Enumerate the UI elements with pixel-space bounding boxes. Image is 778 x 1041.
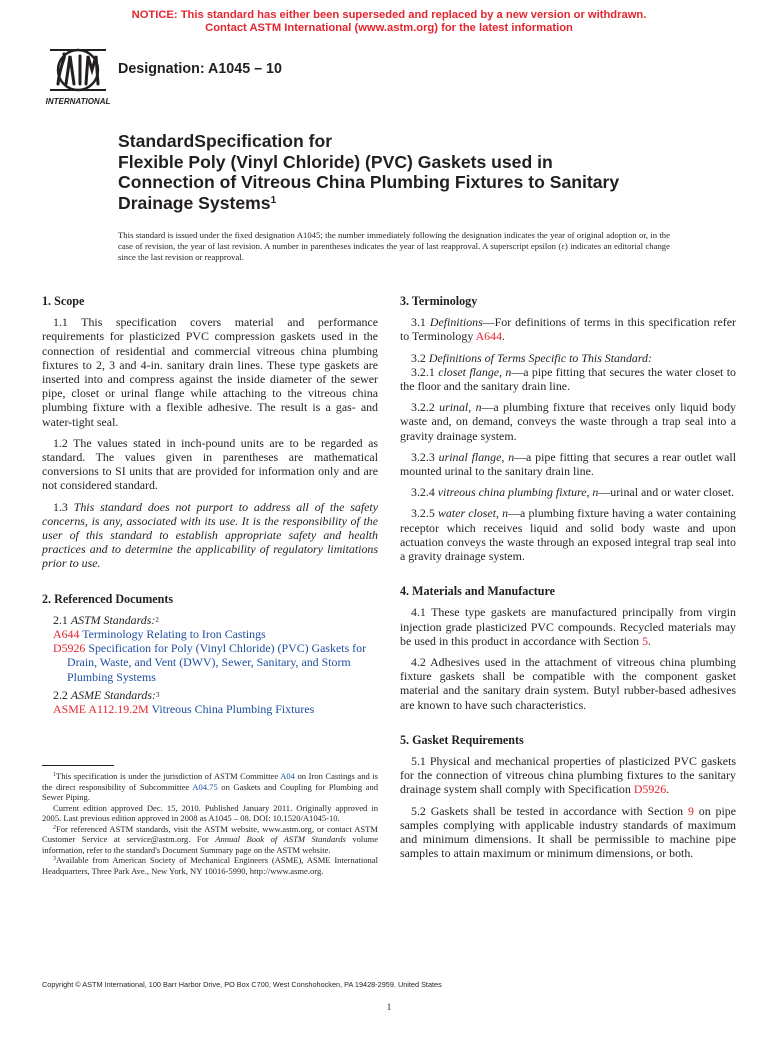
title-line-4: Drainage Systems <box>118 192 271 213</box>
definition-4-text: —urinal and or water closet. <box>598 485 735 500</box>
title-line-2: Flexible Poly (Vinyl Chloride) (PVC) Gaskets used in <box>118 151 553 172</box>
notice-line-1: NOTICE: This standard has either been superseded and replaced by a new version or withdrawn. <box>131 9 647 21</box>
footnote-1-text-c: on Gaskets and Coupling for Plumbing and Sewer Piping. <box>42 781 379 802</box>
section-heading-terminology: 3. Terminology <box>400 294 478 308</box>
footnote-1-link-a04[interactable]: A04 <box>280 771 295 781</box>
notice-line-2: Contact ASTM International (www.astm.org) for the latest information <box>205 21 573 34</box>
paragraph-3-1-number: 3.1 <box>411 315 426 330</box>
definition-3-text: —a pipe fitting that secures a rear outlet wall mounted urinal to the sanitary drain line. <box>400 449 736 479</box>
footnote-3-mark: 3 <box>53 856 56 862</box>
footnote-1 <box>42 771 378 803</box>
footnote-2-italic: Annual Book of ASTM Standards <box>215 834 346 844</box>
copyright-line: Copyright © ASTM International, 100 Barr Harbor Drive, PO Box C700, West Conshohocken, PA 19428-2959. United States <box>42 980 442 989</box>
astm-standards-text: ASTM Standards: <box>70 612 156 627</box>
paragraph-4-1-text: 4.1 These type gaskets are manufactured principally from virgin injection grade plasticized PVC compounds. Recycled materials may be used in this product in accordance with Section <box>400 605 736 648</box>
footnote-2-text-a: For referenced ASTM standards, visit the ASTM website, www.astm.org, or contact ASTM Customer Service at service@astm.org. For <box>42 823 378 844</box>
footnote-1-edition: Current edition approved Dec. 15, 2010. Published January 2011. Originally approved in 2005. Last previous edition approved in 2008 as A1045 – 08. DOI: 10.1520/A1045-10. <box>42 802 378 823</box>
paragraph-3-2-number: 3.2 <box>411 350 426 365</box>
footnote-2-mark: 2 <box>53 824 56 831</box>
definition-4-number: 3.2.4 <box>411 485 435 500</box>
document-title <box>118 131 698 213</box>
astm-standards-number: 2.1 <box>53 612 68 627</box>
definition-5-term: water closet, n <box>437 506 509 521</box>
astm-logo-icon <box>42 44 114 106</box>
paragraph-5-1-text: 5.1 Physical and mechanical properties of plasticized PVC gaskets for the connection of vitreous china plumbing fixtures to the sanitary drainage system shall comply with Specification <box>400 754 736 797</box>
paragraph-3-1: 3.1 Definitions—For definitions of terms in this specification refer to Terminology A644. <box>400 315 736 344</box>
paragraph-5-2-link-section-9[interactable]: 9 <box>687 803 694 818</box>
definition-5-text: —a plumbing fixture having a water containing receptor which receives liquid and solid body waste and upon actuation conveys the waste through an exposed integral trap seal into a gravity drainage system. <box>400 506 736 564</box>
asme-standards-number: 2.2 <box>53 687 68 702</box>
section-heading-scope: 1. Scope <box>42 294 85 308</box>
logo-wordmark: INTERNATIONAL <box>45 97 111 106</box>
paragraph-5-1: 5.1 Physical and mechanical properties of plasticized PVC gaskets for the connection of vitreous china plumbing fixtures to the sanitary drainage system shall comply with Specification D5926. <box>400 754 736 797</box>
asme-standards-text: ASME Standards: <box>70 687 156 702</box>
definition-4-term: vitreous china plumbing fixture, n <box>437 485 599 500</box>
reference-d5926 <box>42 641 378 684</box>
definition-vitreous-china-plumbing-fixture <box>400 485 736 499</box>
paragraph-1-3-text: This standard does not purport to address all of the safety concerns, is any, associated with its use. It is the responsibility of the user of this standard to establish appropriate safety and health practices and to determine the applicability of regulatory limitations prior to use. <box>42 499 378 571</box>
paragraph-4-2: 4.2 Adhesives used in the attachment of vitreous china plumbing fixture gaskets shall be compatible with the component gasket material and the sanitary drain system. Butyl rubber-based adhesives are known to have such characteristics. <box>400 655 736 712</box>
paragraph-1-3 <box>42 500 378 571</box>
definition-urinal-flange <box>400 450 736 478</box>
definition-2-number: 3.2.2 <box>411 400 435 415</box>
title-footnote-mark: 1 <box>270 194 277 206</box>
withdrawal-notice <box>0 9 778 34</box>
reference-d5926-title[interactable]: Specification for Poly (Vinyl Chloride) (PVC) Gaskets for Drain, Waste, and Vent (DWV), Sewer, Sanitary, and Storm Plumbing Systems <box>67 641 367 684</box>
reference-a644 <box>42 627 378 641</box>
section-heading-materials: 4. Materials and Manufacture <box>400 584 555 599</box>
paragraph-5-2-text-b: on pipe samples complying with applicable industry standards of maximum and minimum dimensions. It shall be permissible to machine pipe samples to attain maximum or minimum dimensions, or both. <box>400 803 736 861</box>
title-line-1: StandardSpecification for <box>118 131 333 151</box>
definition-urinal <box>400 400 736 443</box>
footnote-1-link-a0475[interactable]: A04.75 <box>192 781 218 792</box>
paragraph-4-1-link-section-5[interactable]: 5 <box>642 633 649 648</box>
definition-closet-flange <box>400 365 736 393</box>
definition-3-number: 3.2.3 <box>411 449 435 464</box>
paragraph-3-1-term: Definitions <box>429 315 483 330</box>
astm-standards-footnote-mark: 2 <box>155 615 159 624</box>
reference-asme-link[interactable]: ASME A112.19.2M <box>53 702 149 717</box>
definition-5-number: 3.2.5 <box>411 506 435 521</box>
definition-1-number: 3.2.1 <box>411 364 435 379</box>
footnote-3 <box>42 855 378 876</box>
footnote-1-text-b: on Iron Castings and is the direct responsibility of Subcommittee <box>42 771 378 792</box>
paragraph-4-1: 4.1 These type gaskets are manufactured principally from virgin injection grade plasticized PVC compounds. Recycled materials may be used in this product in accordance with Section 5. <box>400 605 736 648</box>
asme-standards-footnote-mark: 3 <box>155 690 160 699</box>
footnotes <box>42 771 378 876</box>
paragraph-3-1-text: —For definitions of terms in this specification refer to Terminology <box>400 315 736 344</box>
asme-standards-label <box>42 688 378 702</box>
paragraph-5-2 <box>400 804 736 861</box>
section-heading-referenced-documents: 2. Referenced Documents <box>42 591 174 606</box>
footnote-2-text-b: volume information, refer to the standard's Document Summary page on the ASTM website. <box>42 834 378 855</box>
footnote-1-text-a: This specification is under the jurisdiction of ASTM Committee <box>56 771 279 781</box>
definition-1-text: —a pipe fitting that secures the water closet to the floor and the sanitary drain line. <box>400 364 736 394</box>
paragraph-1-2: 1.2 The values stated in inch-pound units are to be regarded as standard. The values given in parentheses are mathematical conversions to SI units that are provided for information only and are not considered standard. <box>42 435 378 493</box>
footnote-2 <box>42 824 378 856</box>
issue-note: This standard is issued under the fixed designation A1045; the number immediately following the designation indicates the year of original adoption or, in the case of revision, the year of last revision. A number in parentheses indicates the year of last reapproval. A superscript epsilon (ε) indicates an editorial change since the last revision or reapproval. <box>118 230 670 262</box>
designation: Designation: A1045 – 10 <box>118 61 282 77</box>
paragraph-5-2-text-a: 5.2 Gaskets shall be tested in accordance with Section <box>411 803 684 818</box>
definition-3-term: urinal flange, n <box>438 449 515 464</box>
reference-d5926-link[interactable]: D5926 <box>53 641 86 656</box>
paragraph-3-2-term: Definitions of Terms Specific to This Standard: <box>428 350 652 365</box>
definition-2-term: urinal, n <box>439 400 482 415</box>
definition-water-closet <box>400 506 736 563</box>
title-line-3: Connection of Vitreous China Plumbing Fixtures to Sanitary <box>118 172 620 192</box>
reference-a644-link[interactable]: A644 <box>53 627 80 642</box>
left-column <box>42 294 378 716</box>
reference-asme-title[interactable]: Vitreous China Plumbing Fixtures <box>151 702 315 717</box>
astm-standards-label <box>42 613 378 627</box>
footnote-divider <box>42 765 114 766</box>
paragraph-1-3-number: 1.3 <box>53 499 68 514</box>
footnote-3-text: Available from American Society of Mechanical Engineers (ASME), ASME International Headquarters, Three Park Ave., New York, NY 10016-5990, http://www.asme.org. <box>42 855 378 876</box>
definition-1-term: closet flange, n <box>438 364 512 379</box>
reference-a644-title[interactable]: Terminology Relating to Iron Castings <box>82 627 266 642</box>
paragraph-5-1-link-d5926[interactable]: D5926 <box>633 782 667 797</box>
section-heading-gasket-requirements: 5. Gasket Requirements <box>400 732 524 747</box>
paragraph-3-2 <box>400 351 736 365</box>
page-number: 1 <box>386 1003 392 1013</box>
paragraph-1-1: 1.1 This specification covers material and performance requirements for plasticized PVC compression gaskets used in the connection of residential and commercial vitreous china plumbing fixtures to 2, 3 and 4-in. sanitary drain lines. These type gaskets are inserted into and compress against the inside diameter of the sewer pipe, closet or urinal flange while attaching to the vitreous china plumbing fixture with a flexible adhesive. The result is a gas- and water-tight seal. <box>42 315 378 429</box>
definition-2-text: —a plumbing fixture that receives only liquid body waste and, on demand, conveys the waste through a trap seal into a gravity drainage system. <box>400 400 736 443</box>
paragraph-3-1-link-a644[interactable]: A644 <box>475 329 503 344</box>
right-column <box>400 294 736 868</box>
reference-asme <box>42 702 378 716</box>
footnote-1-mark: 1 <box>53 772 56 778</box>
